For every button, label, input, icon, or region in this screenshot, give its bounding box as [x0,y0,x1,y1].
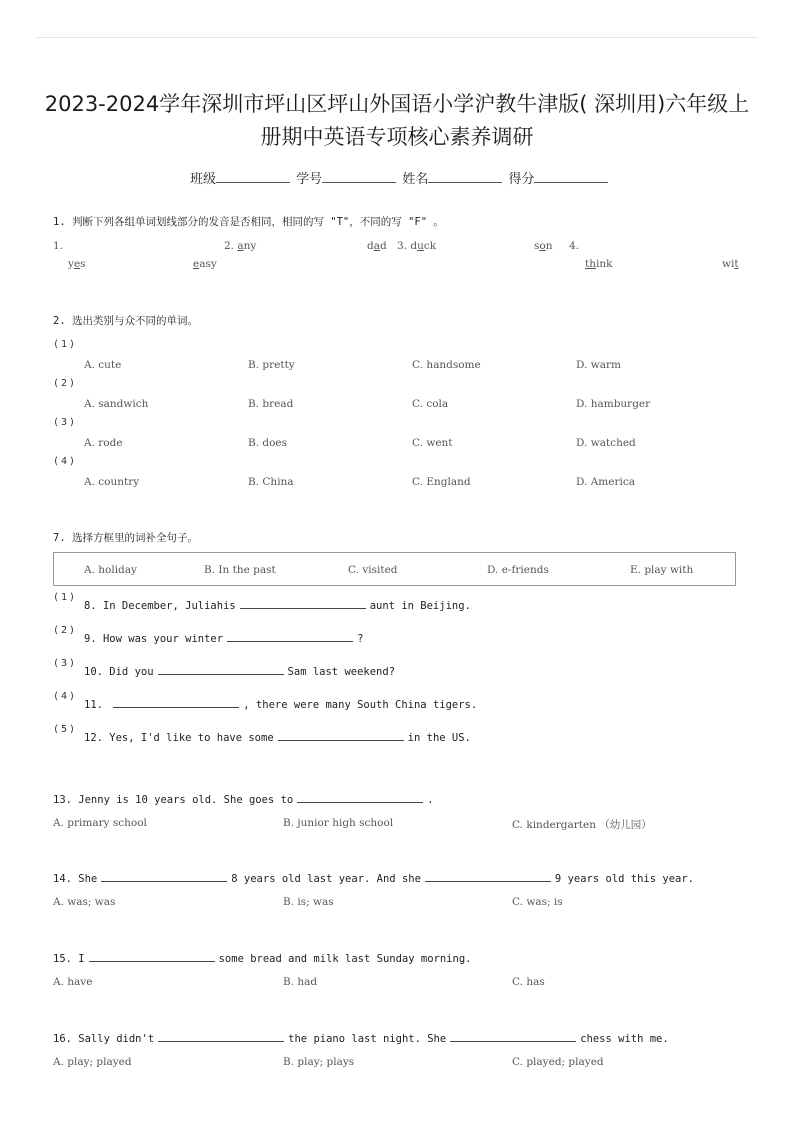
name-label: 姓名 [402,172,429,187]
sentence-post: Sam last weekend? [287,666,396,678]
header-rule [36,37,758,38]
id-label: 学号 [296,172,323,187]
sentence-pre: 14. She [53,873,98,885]
q1-w3a-pre: d [410,240,418,252]
title-line-1: 2023-2024学年深圳市坪山区坪山外国语小学沪教牛津版( 深圳用)六年级上 [44,92,750,116]
q1-stem: 1. 判断下列各组单词划线部分的发音是否相同，相同的写 "T"，不同的写 "F" 。 [53,216,444,228]
q1-word-2b [367,240,387,252]
q14-option[interactable]: B. is; was [283,896,334,908]
sentence-pre: 16. Sally didn't [53,1033,155,1045]
q1-w4a-underline: th [585,258,596,270]
q2-option[interactable]: B. bread [248,398,294,410]
q2-option[interactable]: D. hamburger [576,398,651,410]
answer-blank[interactable] [425,871,551,882]
q1-w1b-underline: e [193,258,200,270]
answer-blank[interactable] [113,697,239,708]
q1-num-1: 1. [53,240,64,252]
q1-w3a-post: ck [423,240,437,252]
q7-sentence [84,730,471,744]
q1-w4b-pre: wi [722,258,735,270]
q2-option[interactable]: D. watched [576,437,636,449]
q1-num-2: 2. [224,240,235,252]
sentence-mid: 8 years old last year. And she [231,873,421,885]
q7-item-number: (2) [53,625,78,636]
q2-option[interactable]: D. America [576,476,635,488]
q7-item-number: (5) [53,724,78,735]
q1-w1a-underline: e [73,258,81,270]
q7-item-number: (3) [53,658,78,669]
q1-w1a-post: s [80,258,86,270]
id-blank[interactable] [322,170,396,183]
q1-word-1b [193,258,217,270]
q1-w3b-pre: s [534,240,540,252]
name-blank[interactable] [428,170,502,183]
q1-w2a-post: ny [243,240,257,252]
q13-stem [53,792,434,806]
word-bank-item: A. holiday [84,564,137,576]
answer-blank[interactable] [158,1031,284,1042]
sentence-pre: 11. [84,699,103,711]
q2-group-number: (1) [53,339,78,350]
q16-stem [53,1031,669,1045]
q2-option[interactable]: C. England [412,476,471,488]
student-info-row [190,168,610,187]
q2-option[interactable]: B. pretty [248,359,295,371]
class-label: 班级 [190,172,217,187]
q2-option[interactable]: C. handsome [412,359,481,371]
q16-option[interactable]: B. play; plays [283,1056,355,1068]
q15-option[interactable]: A. have [53,976,93,988]
sentence-mid: the piano last night. She [288,1033,447,1045]
word-bank-item: B. In the past [204,564,276,576]
q14-option[interactable]: A. was; was [53,896,116,908]
q1-word-4b [722,258,739,270]
word-bank-item: C. visited [348,564,398,576]
q13-option[interactable]: A. primary school [53,817,147,829]
q1-w3b-underline: o [539,240,546,252]
score-blank[interactable] [534,170,608,183]
sentence-post: 9 years old this year. [554,873,694,885]
sentence-post: chess with me. [580,1033,669,1045]
page-title [0,88,794,154]
answer-blank[interactable] [450,1031,576,1042]
title-line-2: 册期中英语专项核心素养调研 [260,125,534,149]
q15-stem [53,951,471,965]
sentence-pre: 8. In December, Juliahis [84,600,236,612]
q1-w4b-underline: t [734,258,739,270]
q2-option[interactable]: B. China [248,476,294,488]
q1-word-3a [397,240,436,252]
q1-word-2a [224,240,256,252]
q2-stem: 2. 选出类别与众不同的单词。 [53,315,198,327]
q15-option[interactable]: C. has [512,976,545,988]
q7-item-number: (4) [53,691,78,702]
q13-option[interactable]: C. kindergarten （幼儿园） [512,819,652,831]
score-label: 得分 [508,172,535,187]
q7-stem: 7. 选择方框里的词补全句子。 [53,532,198,544]
q7-sentence [84,664,395,678]
q1-num-4: 4. [569,240,580,252]
sentence-pre: 15. I [53,953,85,965]
q2-option[interactable]: A. sandwich [84,398,149,410]
sentence-pre: 13. Jenny is 10 years old. She goes to [53,794,294,806]
q1-w2b-pre: d [367,240,374,252]
answer-blank[interactable] [278,730,404,741]
class-blank[interactable] [216,170,290,183]
q14-stem [53,871,694,885]
q2-option[interactable]: C. cola [412,398,449,410]
sentence-post: aunt in Beijing. [369,600,471,612]
q7-sentence [84,697,477,711]
q2-option[interactable]: C. went [412,437,453,449]
q1-num-3: 3. [397,240,408,252]
answer-blank[interactable] [240,598,366,609]
q2-group-number: (4) [53,456,78,467]
answer-blank[interactable] [158,664,284,675]
q2-group-number: (2) [53,378,78,389]
answer-blank[interactable] [227,631,353,642]
q15-option[interactable]: B. had [283,976,318,988]
q1-word-1a [68,258,86,270]
sentence-post: , there were many South China tigers. [243,699,478,711]
q2-option[interactable]: A. rode [84,437,123,449]
q2-group-number: (3) [53,417,78,428]
q7-sentence [84,598,471,612]
q16-option[interactable]: C. played; played [512,1056,604,1068]
q1-word-3b [534,240,552,252]
sentence-pre: 12. Yes, I'd like to have some [84,732,274,744]
q1-w3a-underline: u [417,240,424,252]
answer-blank[interactable] [89,951,215,962]
q1-w2b-post: d [380,240,387,252]
sentence-post: . [427,794,434,806]
sentence-pre: 10. Did you [84,666,154,678]
q1-w2b-underline: a [373,240,380,252]
q7-item-number: (1) [53,592,78,603]
q1-w1b-post: asy [199,258,217,270]
q1-w4a-post: ink [595,258,613,270]
q14-option[interactable]: C. was; is [512,896,563,908]
q1-w3b-post: n [545,240,553,252]
word-bank-item: E. play with [630,564,694,576]
q16-option[interactable]: A. play; played [53,1056,132,1068]
q1-word-4a [585,258,612,270]
q2-option[interactable]: A. country [84,476,140,488]
sentence-post: in the US. [407,732,471,744]
sentence-pre: 9. How was your winter [84,633,224,645]
answer-blank[interactable] [297,792,423,803]
q7-sentence [84,631,363,645]
q2-option[interactable]: B. does [248,437,288,449]
answer-blank[interactable] [101,871,227,882]
q1-w1a-pre: y [68,258,74,270]
q2-option[interactable]: A. cute [84,359,122,371]
q1-w2a-underline: a [237,240,244,252]
word-bank-item: D. e-friends [487,564,549,576]
sentence-post: ? [357,633,364,645]
q13-option[interactable]: B. junior high school [283,817,394,829]
q2-option[interactable]: D. warm [576,359,621,371]
sentence-post: some bread and milk last Sunday morning. [218,953,472,965]
